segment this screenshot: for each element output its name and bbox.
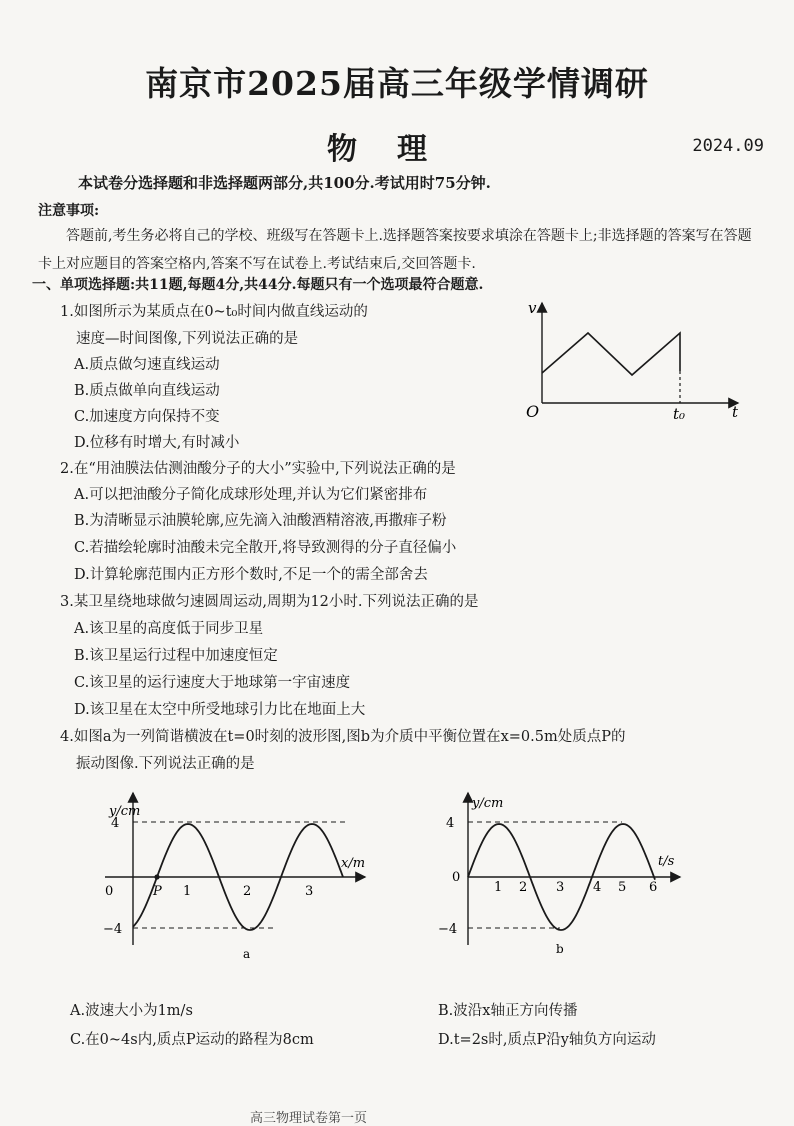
q2-option-b: B.为清晰显示油膜轮廓,应先滴入油酸酒精溶液,再撒痱子粉 (74, 513, 447, 529)
q1-stem-line2: 速度—时间图像,下列说法正确的是 (76, 331, 299, 347)
exam-date: 2024.09 (692, 136, 764, 156)
q1-option-c: C.加速度方向保持不变 (74, 409, 220, 425)
q1-option-b: B.质点做单向直线运动 (74, 383, 220, 399)
exam-title: 南京市2025届高三年级学情调研 (145, 64, 649, 103)
q1-option-d: D.位移有时增大,有时减小 (74, 435, 240, 451)
notice-text: 答题前,考生务必将自己的学校、班级写在答题卡上.选择题答案按要求填涂在答题卡上;非选择题的答案写在答题卡上对应题目的答案空格内,答案不写在试卷上.考试结束后,交回答题卡. (38, 228, 752, 272)
q4a-origin: 0 (105, 884, 114, 899)
q4b-y-label: y/cm (472, 796, 504, 811)
q4a-tick-4: 4 (111, 816, 120, 831)
q4a-xtick-1: 1 (183, 884, 192, 899)
q3-option-d: D.该卫星在太空中所受地球引力比在地面上大 (74, 702, 366, 718)
q1-t-label: t (732, 403, 739, 421)
q2-option-a: A.可以把油酸分子简化成球形处理,并认为它们紧密排布 (74, 487, 428, 503)
q4a-tick-minus4: −4 (103, 922, 123, 937)
q3-option-c: C.该卫星的运行速度大于地球第一宇宙速度 (74, 675, 351, 691)
q4-option-a: A.波速大小为1m/s (70, 1003, 193, 1019)
q4b-tick-minus4: −4 (438, 922, 458, 937)
q4b-tick-4: 4 (446, 816, 455, 831)
q4-option-b: B.波沿x轴正方向传播 (438, 1003, 578, 1019)
q4b-xtick-3: 3 (556, 880, 565, 895)
exam-intro: 本试卷分选择题和非选择题两部分,共100分.考试用时75分钟. (78, 174, 491, 192)
q4a-caption: a (243, 947, 251, 961)
q1-stem-line1: 1.如图所示为某质点在0~t₀时间内做直线运动的 (60, 304, 368, 320)
q4b-x-label: t/s (658, 854, 675, 869)
q3-option-b: B.该卫星运行过程中加速度恒定 (74, 648, 278, 664)
q4a-y-label: y/cm (109, 804, 141, 819)
q1-t0-label: t₀ (673, 405, 686, 423)
q2-stem: 2.在“用油膜法估测油酸分子的大小”实验中,下列说法正确的是 (60, 461, 456, 477)
q4-graph-b (430, 785, 690, 965)
page-footer: 高三物理试卷第一页 (250, 1111, 368, 1126)
q4b-xtick-1: 1 (494, 880, 503, 895)
q3-option-a: A.该卫星的高度低于同步卫星 (74, 621, 264, 637)
q4a-p-label: P (153, 884, 162, 899)
q4b-xtick-4: 4 (593, 880, 602, 895)
notice-heading: 注意事项: (38, 203, 100, 219)
q4-option-d: D.t=2s时,质点P沿y轴负方向运动 (438, 1032, 656, 1048)
subject-title: 物理 (327, 132, 467, 167)
q4-graph-a (95, 785, 375, 965)
q4b-xtick-6: 6 (649, 880, 658, 895)
q4b-caption: b (556, 942, 564, 956)
q1-velocity-curve (542, 333, 680, 375)
q1-v-label: v (528, 299, 537, 317)
q4b-xtick-2: 2 (519, 880, 528, 895)
q4-stem-line1: 4.如图a为一列简谐横波在t=0时刻的波形图,图b为介质中平衡位置在x=0.5m处质点P的 (60, 729, 626, 745)
section-heading: 一、单项选择题:共11题,每题4分,共44分.每题只有一个选项最符合题意. (32, 277, 484, 293)
q2-option-d: D.计算轮廓范围内正方形个数时,不足一个的需全部舍去 (74, 567, 428, 583)
q3-stem: 3.某卫星绕地球做匀速圆周运动,周期为12小时.下列说法正确的是 (60, 594, 479, 610)
q4a-point-p (154, 874, 159, 879)
q1-option-a: A.质点做匀速直线运动 (74, 357, 220, 373)
q1-origin-label: O (526, 402, 540, 421)
q4-option-c: C.在0~4s内,质点P运动的路程为8cm (70, 1032, 314, 1048)
q1-velocity-time-graph (520, 295, 760, 425)
q4b-xtick-5: 5 (618, 880, 627, 895)
q4a-xtick-2: 2 (243, 884, 252, 899)
q4a-xtick-3: 3 (305, 884, 314, 899)
q4b-origin: 0 (452, 870, 461, 885)
q2-option-c: C.若描绘轮廓时油酸未完全散开,将导致测得的分子直径偏小 (74, 540, 457, 556)
q4-stem-line2: 振动图像.下列说法正确的是 (76, 756, 255, 772)
q4a-x-label: x/m (341, 856, 366, 871)
